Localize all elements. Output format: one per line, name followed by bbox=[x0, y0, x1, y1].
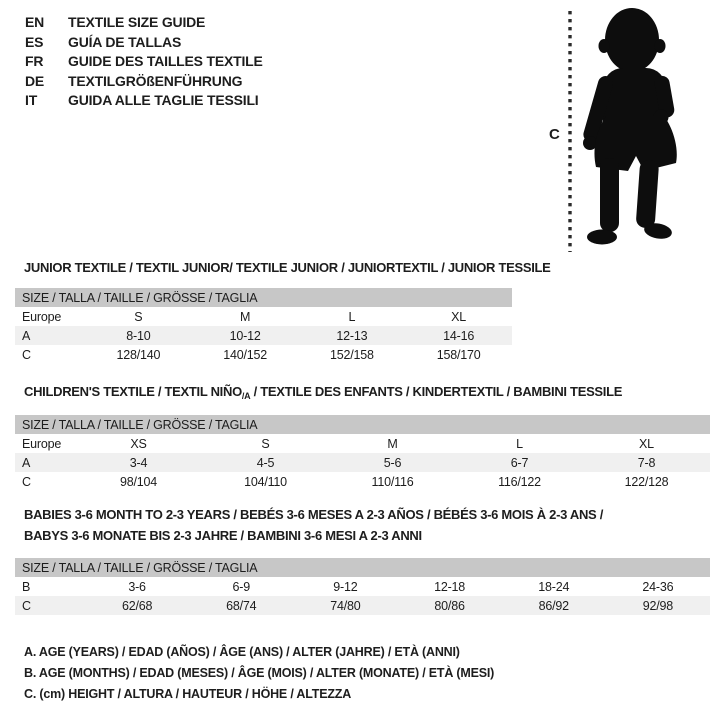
babies-title-line2: BABYS 3-6 MONATE BIS 2-3 JAHRE / BAMBINI 3-6 MESI A 2-3 ANNI bbox=[24, 527, 422, 543]
age-cell: 8-10 bbox=[126, 328, 151, 343]
months-cell: 18-24 bbox=[538, 579, 570, 594]
row-label: C bbox=[22, 598, 31, 613]
age-cell: 7-8 bbox=[637, 455, 656, 470]
row-label: Europe bbox=[22, 436, 62, 451]
junior-section-title: JUNIOR TEXTILE / TEXTIL JUNIOR/ TEXTILE JUNIOR / JUNIORTEXTIL / JUNIOR TESSILE bbox=[24, 260, 551, 275]
height-cell: 116/122 bbox=[498, 474, 541, 489]
height-measure-figure bbox=[540, 0, 716, 258]
age-cell: 6-7 bbox=[510, 455, 529, 470]
size-cell: L bbox=[348, 309, 356, 324]
size-cell: S bbox=[134, 309, 143, 324]
table-row-height bbox=[15, 472, 710, 491]
toddler-body bbox=[582, 8, 677, 245]
children-section-title bbox=[24, 384, 622, 401]
table-row-age bbox=[15, 453, 710, 472]
height-cell: 152/158 bbox=[329, 347, 374, 362]
height-cell: 80/86 bbox=[434, 598, 465, 613]
months-cell: 24-36 bbox=[642, 579, 674, 594]
size-header-bar: SIZE / TALLA / TAILLE / GRÖSSE / TAGLIA bbox=[15, 558, 710, 577]
language-row-fr bbox=[25, 52, 263, 72]
language-title: TEXTILGRÖßENFÜHRUNG bbox=[68, 72, 243, 89]
table-row-age bbox=[15, 326, 512, 345]
babies-size-table bbox=[15, 558, 710, 615]
height-cell: 158/170 bbox=[436, 347, 481, 362]
height-cell: 86/92 bbox=[538, 598, 569, 613]
measure-label-c: C bbox=[549, 126, 560, 143]
note-b: B. AGE (MONTHS) / EDAD (MESES) / ÂGE (MOIS) / ALTER (MONATE) / ETÀ (MESI) bbox=[24, 665, 495, 680]
language-title: GUÍA DE TALLAS bbox=[68, 33, 182, 50]
language-code: FR bbox=[25, 53, 44, 70]
legend-notes bbox=[24, 642, 494, 704]
children-title-sub: /A bbox=[241, 391, 251, 401]
height-cell: 104/110 bbox=[244, 474, 287, 489]
height-cell: 92/98 bbox=[642, 598, 674, 613]
age-cell: 4-5 bbox=[256, 455, 275, 470]
language-code: DE bbox=[25, 72, 45, 89]
months-cell: 12-18 bbox=[434, 579, 466, 594]
age-cell: 5-6 bbox=[383, 455, 402, 470]
age-cell: 14-16 bbox=[443, 328, 475, 343]
months-cell: 3-6 bbox=[128, 579, 146, 594]
babies-title-line1: BABIES 3-6 MONTH TO 2-3 YEARS / BEBÉS 3-6 MESES A 2-3 AÑOS / BÉBÉS 3-6 MOIS À 2-3 ANS / bbox=[24, 507, 604, 522]
row-label: B bbox=[22, 579, 31, 594]
size-cell: XL bbox=[639, 436, 654, 451]
table-row-height bbox=[15, 596, 710, 615]
height-cell: 62/68 bbox=[121, 598, 153, 613]
height-cell: 140/152 bbox=[223, 347, 268, 362]
height-cell: 128/140 bbox=[116, 347, 161, 362]
table-row-months bbox=[15, 577, 710, 596]
table-row-europe bbox=[15, 434, 710, 453]
row-label: A bbox=[22, 328, 31, 343]
row-label: C bbox=[22, 474, 31, 489]
age-cell: 3-4 bbox=[129, 455, 148, 470]
row-label: A bbox=[22, 455, 31, 470]
age-cell: 10-12 bbox=[229, 328, 261, 343]
size-cell: S bbox=[261, 436, 270, 451]
language-title: GUIDA ALLE TAGLIE TESSILI bbox=[68, 92, 259, 109]
table-row-europe bbox=[15, 307, 512, 326]
height-cell: 68/74 bbox=[226, 598, 257, 613]
children-title-post: / TEXTILE DES ENFANTS / KINDERTEXTIL / BAMBINI TESSILE bbox=[250, 384, 623, 399]
height-cell: 110/116 bbox=[371, 474, 414, 489]
junior-size-table bbox=[15, 288, 512, 364]
note-c: C. (cm) HEIGHT / ALTURA / HAUTEUR / HÖHE / ALTEZZA bbox=[24, 686, 352, 701]
size-cell: XL bbox=[451, 309, 467, 324]
language-code: EN bbox=[25, 14, 45, 30]
row-label: Europe bbox=[22, 309, 62, 324]
note-a: A. AGE (YEARS) / EDAD (AÑOS) / ÂGE (ANS) / ALTER (JAHRE) / ETÀ (ANNI) bbox=[24, 645, 460, 659]
children-size-table bbox=[15, 415, 710, 491]
size-cell: L bbox=[516, 436, 523, 451]
language-title: TEXTILE SIZE GUIDE bbox=[68, 14, 206, 30]
height-cell: 122/128 bbox=[624, 474, 669, 489]
height-cell: 74/80 bbox=[330, 598, 361, 613]
size-cell: XS bbox=[130, 436, 147, 451]
language-row-it bbox=[25, 91, 263, 111]
months-cell: 9-12 bbox=[333, 579, 358, 594]
row-label: C bbox=[22, 347, 31, 362]
language-list bbox=[25, 13, 263, 111]
months-cell: 6-9 bbox=[232, 579, 250, 594]
language-row-es bbox=[25, 33, 263, 53]
size-header-bar: SIZE / TALLA / TAILLE / GRÖSSE / TAGLIA bbox=[15, 415, 710, 434]
table-row-height bbox=[15, 345, 512, 364]
toddler-silhouette-icon bbox=[540, 0, 716, 258]
language-title: GUIDE DES TAILLES TEXTILE bbox=[68, 53, 263, 70]
babies-section-title bbox=[24, 505, 603, 546]
size-header-bar: SIZE / TALLA / TAILLE / GRÖSSE / TAGLIA bbox=[15, 288, 512, 307]
language-row-de bbox=[25, 72, 263, 92]
children-title-pre: CHILDREN'S TEXTILE / TEXTIL NIÑO bbox=[24, 384, 242, 399]
language-row-en bbox=[25, 13, 263, 33]
height-cell: 98/104 bbox=[119, 474, 158, 489]
language-code: IT bbox=[25, 92, 38, 109]
size-cell: M bbox=[240, 309, 251, 324]
language-code: ES bbox=[25, 33, 44, 50]
age-cell: 12-13 bbox=[336, 328, 368, 343]
size-cell: M bbox=[387, 436, 398, 451]
